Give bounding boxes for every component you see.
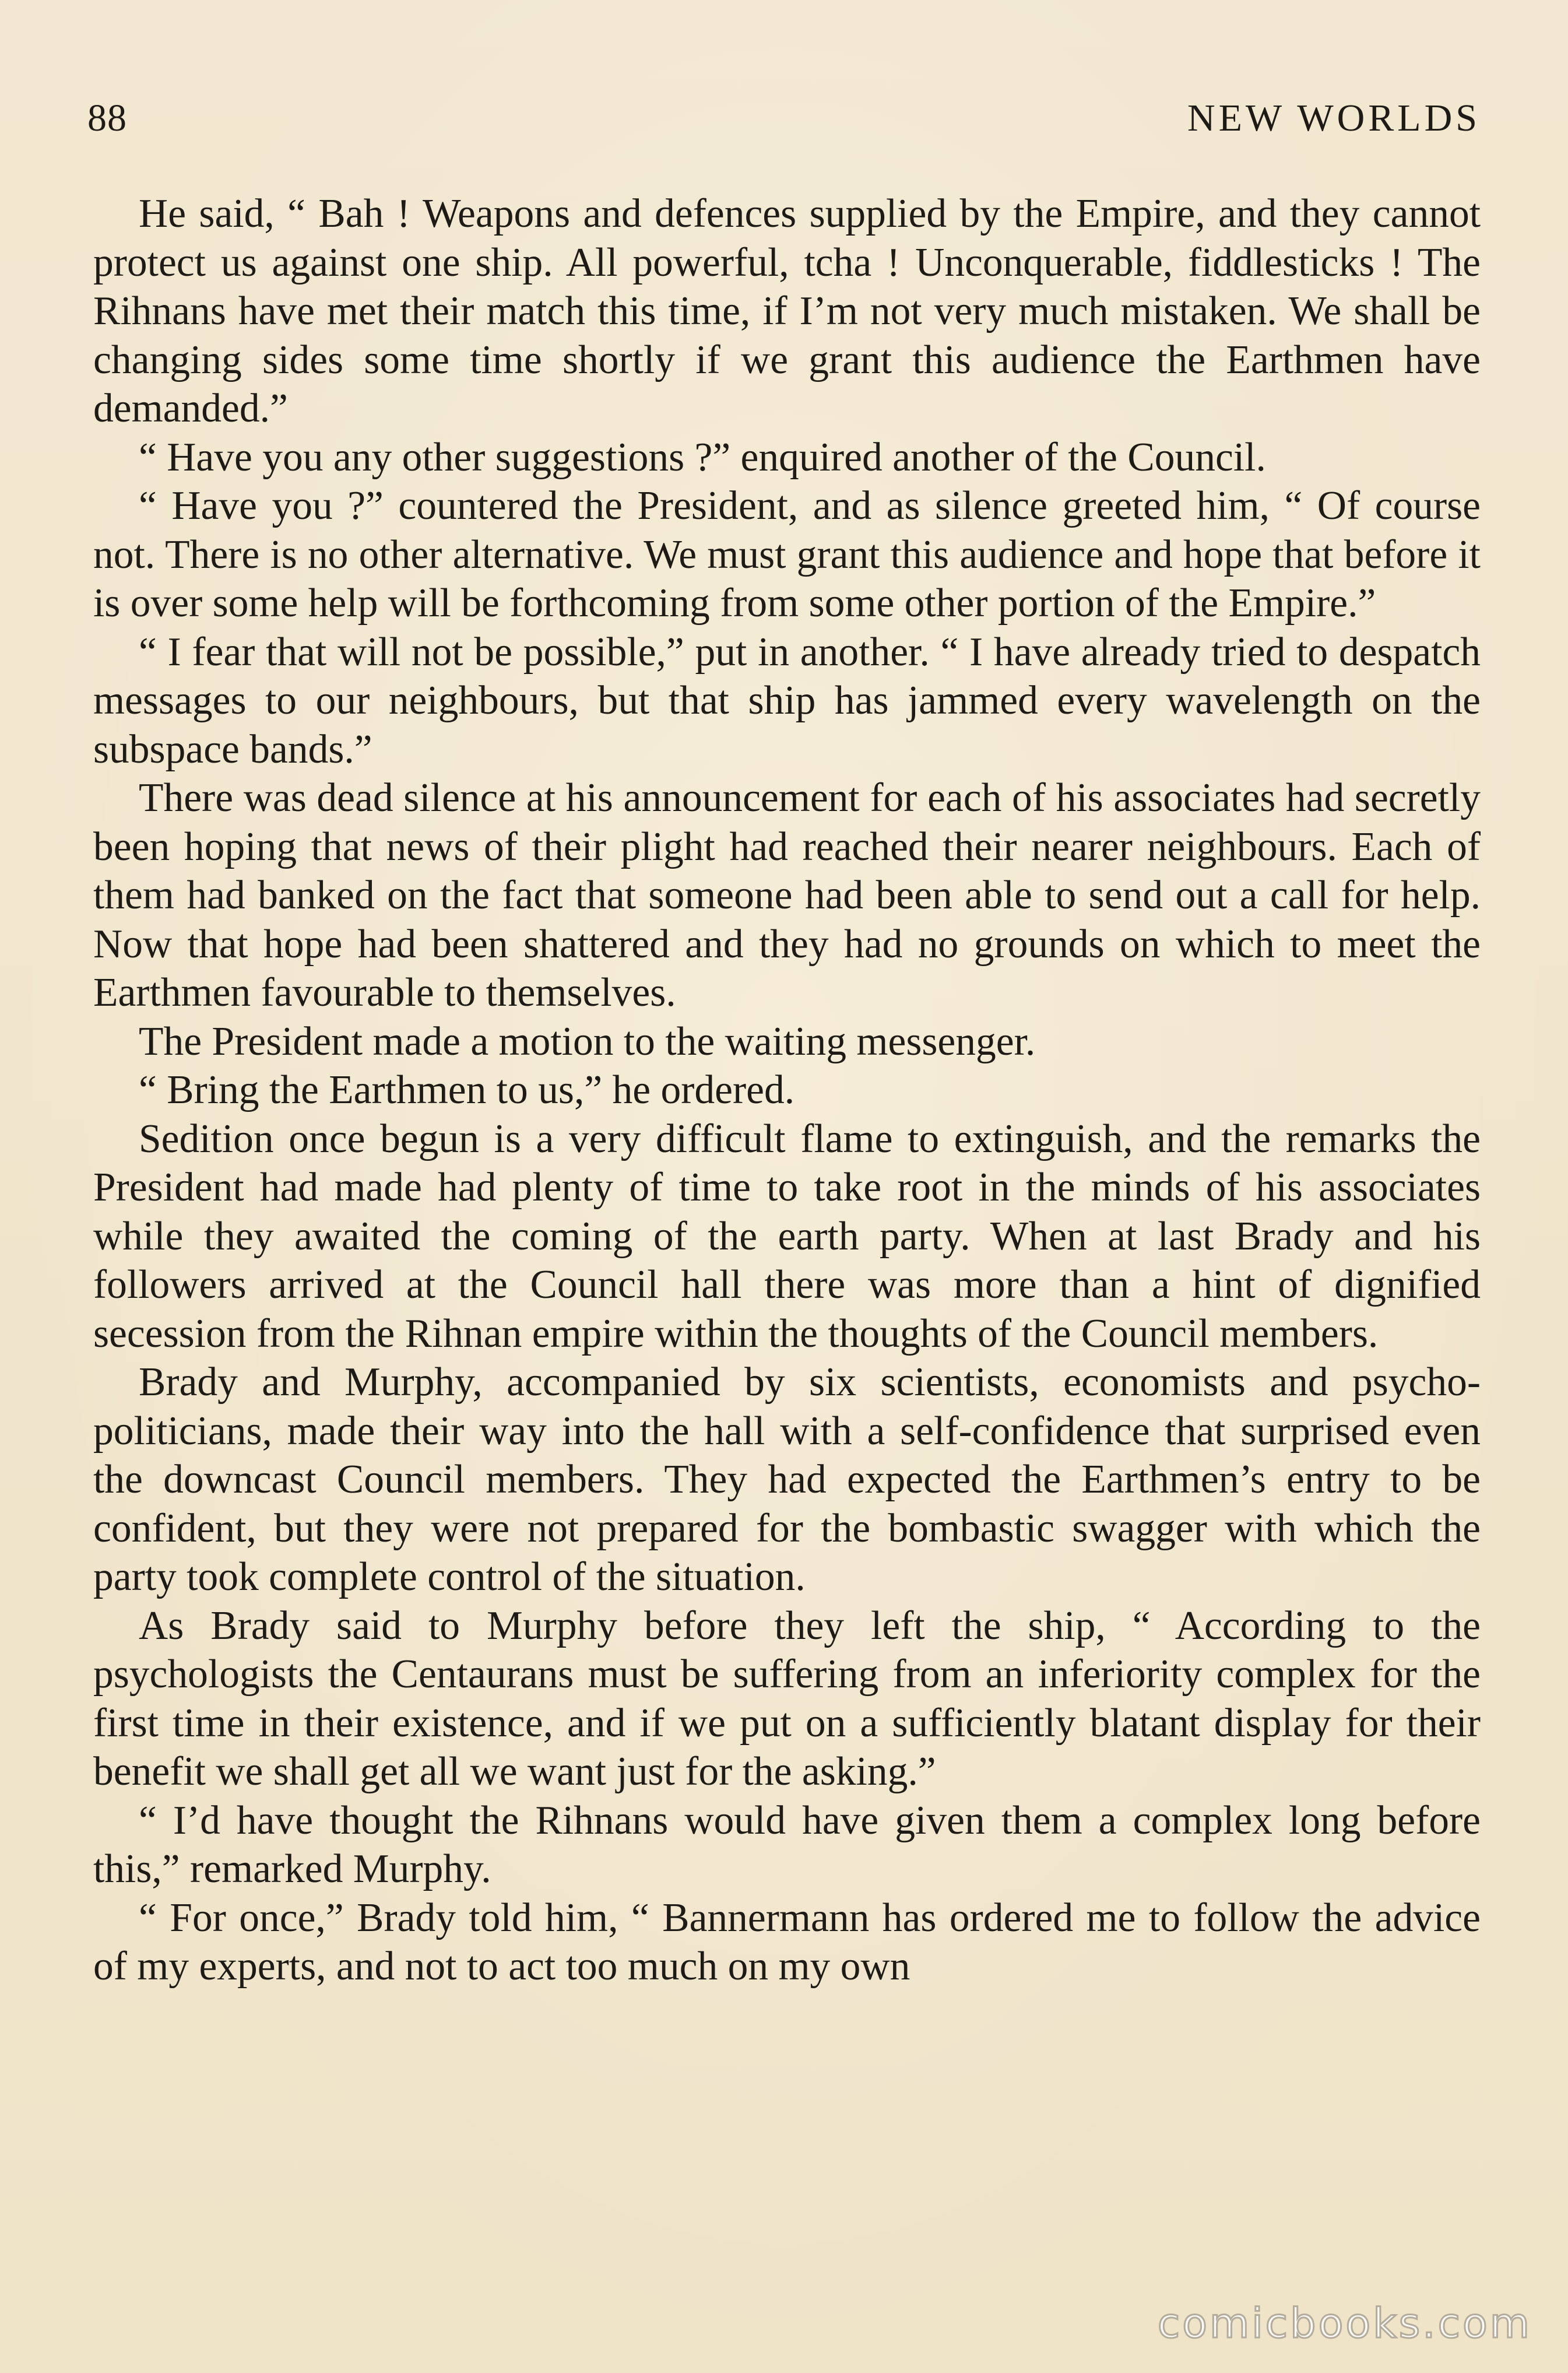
paragraph: Brady and Murphy, accompanied by six scientists, economists and psycho-politicians, made their way into the hall with a self-confidence that surprised even the downcast Council members. They had expected the Earthmen’s entry to be confident, but they were not prepared for the bombastic swagger with which the party took complete control of the situation. xyxy=(93,1360,1481,1599)
paragraph: “ I’d have thought the Rihnans would have given them a complex long before this,” remarked Murphy. xyxy=(93,1798,1481,1891)
paragraph: The President made a motion to the waiting messenger. xyxy=(139,1019,1036,1064)
running-head xyxy=(87,96,1481,149)
paragraph: Sedition once begun is a very difficult flame to extinguish, and the remarks the President had made had plenty of time to take root in the minds of his associates while they awaited the coming of the earth party. When at last Brady and his followers arrived at the Council hall there was more than a hint of dignified secession from the Rihnan empire within the thoughts of the Council members. xyxy=(93,1116,1481,1356)
running-title: NEW WORLDS xyxy=(1187,97,1481,139)
page-number: 88 xyxy=(87,97,127,139)
paragraph: “ Have you any other suggestions ?” enquired another of the Council. xyxy=(139,434,1266,480)
paragraph: He said, “ Bah ! Weapons and defences supplied by the Empire, and they cannot protect us against one ship. All powerful, tcha ! Unconquerable, fiddlesticks ! The Rihnans have met their match this time, if I’m not very much mistaken. We shall be changing sides some time shortly if we grant this audience the Earthmen have demanded.” xyxy=(93,191,1481,431)
body-text xyxy=(93,189,1481,1991)
site-watermark: comicbooks.com xyxy=(1157,2300,1532,2347)
paragraph: As Brady said to Murphy before they left the ship, “ According to the psychologists the Centaurans must be suffering from an inferiority complex for the first time in their existence, and if we put on a sufficiently blatant display for their benefit we shall get all we want just for the asking.” xyxy=(93,1603,1481,1794)
paragraph: “ For once,” Brady told him, “ Bannermann has ordered me to follow the advice of my experts, and not to act too much on my own xyxy=(93,1895,1481,1989)
paragraph: There was dead silence at his announcement for each of his associates had secretly been hoping that news of their plight had reached their nearer neighbours. Each of them had banked on the fact that someone had been able to send out a call for help. Now that hope had been shattered and they had no grounds on which to meet the Earthmen favourable to themselves. xyxy=(93,775,1481,1015)
paragraph: “ Bring the Earthmen to us,” he ordered. xyxy=(139,1068,795,1112)
paragraph: “ Have you ?” countered the President, and as silence greeted him, “ Of course not. There is no other alternative. We must grant this audience and hope that before it is over some help will be forthcoming from some other portion of the Empire.” xyxy=(93,483,1481,626)
paragraph: “ I fear that will not be possible,” put in another. “ I have already tried to despatch messages to our neighbours, but that ship has jammed every wavelength on the subspace bands.” xyxy=(93,629,1481,772)
